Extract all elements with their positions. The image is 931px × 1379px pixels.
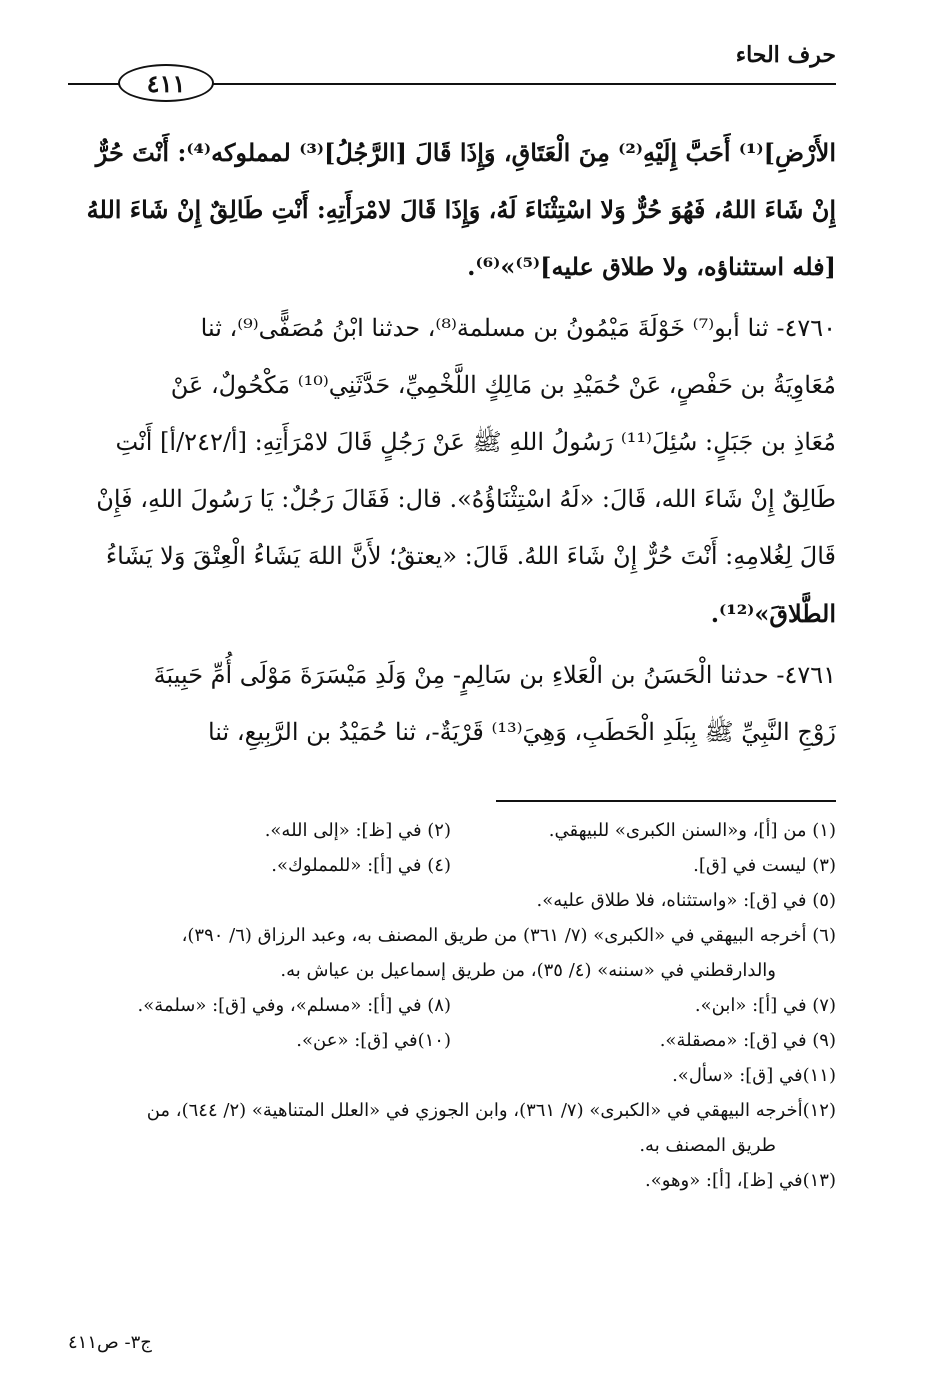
volume-page-reference: ج٣- ص٤١١	[68, 1332, 152, 1353]
text-line: ٤٧٦٠- ثنا أبو⁽⁷⁾ خَوْلَةَ مَيْمُونُ بن مسلمة⁽⁸⁾، حدثنا ابْنُ مُصَفًّى⁽⁹⁾، ثنا	[200, 314, 836, 342]
footnote: (٢) في [ظ]: «إلى الله».	[264, 820, 451, 841]
footnote: (٤) في [أ]: «للمملوك».	[271, 855, 451, 876]
running-title: حرف الحاء	[735, 42, 836, 68]
footnote: (١) من [أ]، و«السنن الكبرى» للبيهقي.	[548, 820, 836, 841]
footnote: (٩) في [ق]: «مصقلة».	[659, 1030, 836, 1051]
text-line: الطَّلاقَ»⁽¹²⁾.	[710, 599, 836, 628]
hadith-4760	[66, 300, 836, 642]
text-line: إِنْ شَاءَ اللهُ، فَهُوَ حُرٌّ وَلا اسْتِثْنَاءَ لَهُ، وَإِذَا قَالَ لامْرَأَتِهِ: أَنْتِ طَالِقٌ إِنْ شَاءَ اللهُ	[86, 195, 836, 224]
footnote: (١٠)في [ق]: «عن».	[296, 1030, 451, 1051]
footnote: (١٢)أخرجه البيهقي في «الكبرى» (٧/ ٣٦١)، وابن الجوزي في «العلل المتناهية» (٢/ ٦٤٤)، من	[146, 1100, 836, 1121]
main-text	[66, 124, 836, 761]
footnote-row	[66, 988, 836, 1023]
footnote-row	[66, 813, 836, 848]
text-line: قَالَ لِغُلامِهِ: أَنْتَ حُرٌّ إِنْ شَاءَ اللهُ. قَالَ: «يعتقُ؛ لأَنَّ اللهَ يَشَاءُ الْعِتْقَ وَلا يَشَاءُ	[105, 542, 836, 570]
footnote: (١٣)في [ظ]، [أ]: «وهو».	[644, 1170, 836, 1191]
text-line: طَالِقٌ إِنْ شَاءَ الله، قَالَ: «لَهُ اسْتِثْنَاؤُهُ». قال: فَقَالَ رَجُلٌ: يَا رَسُولَ اللهِ، فَإِنْ	[96, 485, 836, 513]
text-line: مُعَاوِيَةُ بن حَفْصٍ، عَنْ حُمَيْدِ بن مَالِكٍ اللَّخْمِيِّ، حَدَّثَنِي⁽¹⁰⁾ مَكْحُولٌ، عَنْ	[170, 371, 836, 399]
page-number-oval	[118, 64, 214, 102]
paragraph-continuation	[66, 124, 836, 295]
text-line: ٤٧٦١- حدثنا الْحَسَنُ بن الْعَلاءِ بن سَالِمٍ- مِنْ وَلَدِ مَيْسَرَةَ مَوْلَى أُمِّ حَبِيبَةَ	[153, 661, 836, 689]
footnote: (٧) في [أ]: «ابن».	[694, 995, 836, 1016]
footnote-continuation: والدارقطني في «سننه» (٤/ ٣٥)، من طريق إسماعيل بن عياش به.	[280, 960, 776, 981]
text-line: الأَرْضِ]⁽¹⁾ أَحَبَّ إِلَيْهِ⁽²⁾ مِنَ الْعَتَاقِ، وَإِذَا قَالَ [الرَّجُلُ]⁽³⁾ لمملوكه⁽⁴⁾: أَنْتَ حُرٌّ	[95, 138, 836, 167]
text-line: زَوْجِ النَّبِيِّ ﷺ بِبَلَدِ الْحَطَبِ، وَهِيَ⁽¹³⁾ قَرْيَةٌ-، ثنا حُمَيْدُ بن الرَّبِيعِ، ثنا	[207, 718, 836, 746]
footnote: (٦) أخرجه البيهقي في «الكبرى» (٧/ ٣٦١) من طريق المصنف به، وعبد الرزاق (٦/ ٣٩٠)،	[181, 925, 836, 946]
hadith-4761	[66, 647, 836, 761]
text-line: [فله استثناؤه، ولا طلاق عليه]⁽⁵⁾»⁽⁶⁾.	[467, 252, 836, 281]
footnote-row	[66, 848, 836, 883]
text-line: مُعَاذِ بن جَبَلٍ: سُئِلَ⁽¹¹⁾ رَسُولُ اللهِ ﷺ عَنْ رَجُلٍ قَالَ لامْرَأَتِهِ: [أ/٢٤٢/أ] أَنْتِ	[115, 428, 836, 456]
footnotes-rule	[496, 800, 836, 802]
footnote: (٨) في [أ]: «مسلم»، وفي [ق]: «سلمة».	[137, 995, 451, 1016]
footnote-continuation: طريق المصنف به.	[639, 1135, 776, 1156]
footnotes	[66, 813, 836, 1198]
footnote: (٣) ليست في [ق].	[693, 855, 836, 876]
page-number: ٤١١	[146, 68, 186, 98]
footnote-row	[66, 1023, 836, 1058]
footnote: (٥) في [ق]: «واستثناه، فلا طلاق عليه».	[536, 890, 836, 911]
footnote: (١١)في [ق]: «سأل».	[672, 1065, 836, 1086]
